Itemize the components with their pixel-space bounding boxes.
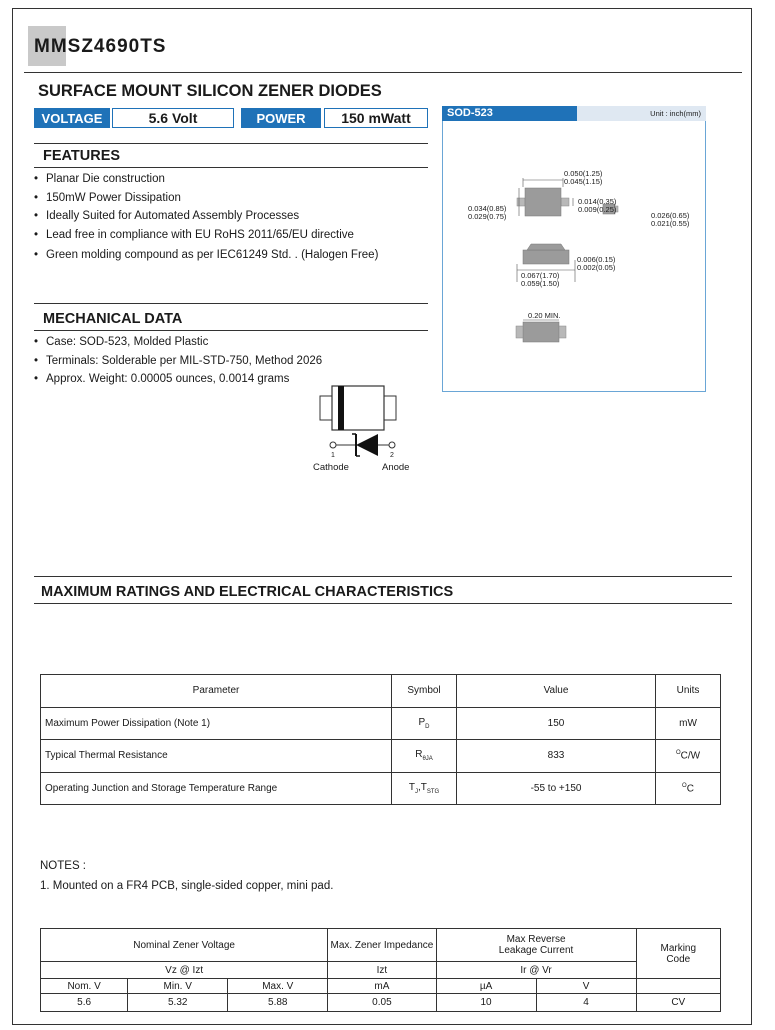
header-zener-impedance: Max. Zener Impedance <box>328 929 436 962</box>
pin1-label: 1 <box>331 452 335 459</box>
cell-max: 5.88 <box>228 994 328 1012</box>
note-item: 1. Mounted on a FR4 PCB, single-sided copper, mini pad. <box>40 880 334 892</box>
header-value: Value <box>457 675 656 708</box>
table-unit-row <box>41 979 721 994</box>
anode-label: Anode <box>382 462 410 473</box>
cell-min: 5.32 <box>128 994 228 1012</box>
table-row <box>41 740 721 773</box>
dim-body-width: 0.034(0.85) 0.029(0.75) <box>468 204 507 221</box>
features-title: FEATURES <box>43 148 121 164</box>
cell-symbol: $R_{\theta JA}$ <box>392 740 457 773</box>
list-item: • Green molding compound as per IEC61249 Std. . (Halogen Free) <box>34 247 378 266</box>
header-marking-code: Marking Code <box>636 929 720 979</box>
dim-lead-thickness: 0.006(0.15) 0.002(0.05) <box>577 255 616 272</box>
cell-unit: $^O$C <box>656 772 721 805</box>
features-list <box>34 171 378 266</box>
cell-symbol: $P_D$ <box>392 707 457 740</box>
table-header-row <box>41 675 721 708</box>
title-divider <box>24 72 742 73</box>
pin2-label: 2 <box>390 452 394 459</box>
dim-pad-min: 0.20 MIN. <box>528 311 561 320</box>
header-units: Units <box>656 675 721 708</box>
cell-value: 150 <box>457 707 656 740</box>
ratings-bottom-rule <box>34 603 732 604</box>
features-bottom-rule <box>34 167 428 168</box>
part-number: MMSZ4690TS <box>34 36 167 57</box>
package-unit: Unit : inch(mm) <box>577 106 706 121</box>
cell-parameter: Operating Junction and Storage Temperature Range <box>41 772 392 805</box>
list-item: • Ideally Suited for Automated Assembly Processes <box>34 208 378 227</box>
cell-value: -55 to +150 <box>457 772 656 805</box>
features-top-rule <box>34 143 428 144</box>
cell-ma: 0.05 <box>328 994 436 1012</box>
symbol-vz: Vz @ Izt <box>41 962 328 979</box>
table-row <box>41 772 721 805</box>
table-row <box>41 707 721 740</box>
col-ua: µA <box>436 979 536 994</box>
cell-unit: $^O$C/W <box>656 740 721 773</box>
mechanical-title: MECHANICAL DATA <box>43 311 183 327</box>
ratings-table <box>40 674 721 805</box>
dim-lead-width: 0.014(0.35) 0.009(0.25) <box>578 197 617 214</box>
header-symbol: Symbol <box>392 675 457 708</box>
header-nominal-voltage: Nominal Zener Voltage <box>41 929 328 962</box>
cell-v: 4 <box>536 994 636 1012</box>
symbol-izt: Izt <box>328 962 436 979</box>
cell-unit: mW <box>656 707 721 740</box>
cell-parameter: Typical Thermal Resistance <box>41 740 392 773</box>
power-label: POWER <box>241 108 321 128</box>
dim-overall-length: 0.067(1.70) 0.059(1.50) <box>521 271 560 288</box>
cell-symbol: $T_J,T_{STG}$ <box>392 772 457 805</box>
symbol-ir: Ir @ Vr <box>436 962 636 979</box>
col-v: V <box>536 979 636 994</box>
ratings-title: MAXIMUM RATINGS AND ELECTRICAL CHARACTERISTICS <box>41 584 454 600</box>
voltage-label: VOLTAGE <box>34 108 110 128</box>
header-parameter: Parameter <box>41 675 392 708</box>
list-item: • Terminals: Solderable per MIL-STD-750, Method 2026 <box>34 353 322 372</box>
power-value: 150 mWatt <box>324 108 428 128</box>
list-item: • Case: SOD-523, Molded Plastic <box>34 334 322 353</box>
ratings-top-rule <box>34 576 732 577</box>
list-item: • Approx. Weight: 0.00005 ounces, 0.0014 grams <box>34 371 322 390</box>
electrical-table <box>40 928 721 1012</box>
list-item: • 150mW Power Dissipation <box>34 190 378 209</box>
col-code <box>636 979 720 994</box>
table-symbol-row <box>41 962 721 979</box>
mechanical-bottom-rule <box>34 330 428 331</box>
cathode-label: Cathode <box>313 462 349 473</box>
notes-title: NOTES : <box>40 860 87 872</box>
package-dimension-drawing <box>443 122 705 390</box>
dim-height: 0.026(0.65) 0.021(0.55) <box>651 211 690 228</box>
cell-value: 833 <box>457 740 656 773</box>
cell-nom: 5.6 <box>41 994 128 1012</box>
mechanical-list <box>34 334 322 390</box>
col-max: Max. V <box>228 979 328 994</box>
cell-code: CV <box>636 994 720 1012</box>
col-ma: mA <box>328 979 436 994</box>
dim-body-length: 0.050(1.25) 0.045(1.15) <box>564 169 603 186</box>
list-item: • Lead free in compliance with EU RoHS 2011/65/EU directive <box>34 227 378 246</box>
mechanical-top-rule <box>34 303 428 304</box>
cell-parameter: Maximum Power Dissipation (Note 1) <box>41 707 392 740</box>
voltage-value: 5.6 Volt <box>112 108 234 128</box>
package-name: SOD-523 <box>442 106 577 121</box>
header-leakage-current: Max Reverse Leakage Current <box>436 929 636 962</box>
col-min: Min. V <box>128 979 228 994</box>
table-header-row <box>41 929 721 962</box>
col-nom: Nom. V <box>41 979 128 994</box>
list-item: • Planar Die construction <box>34 171 378 190</box>
table-row <box>41 994 721 1012</box>
cell-ua: 10 <box>436 994 536 1012</box>
product-subtitle: SURFACE MOUNT SILICON ZENER DIODES <box>38 82 382 100</box>
